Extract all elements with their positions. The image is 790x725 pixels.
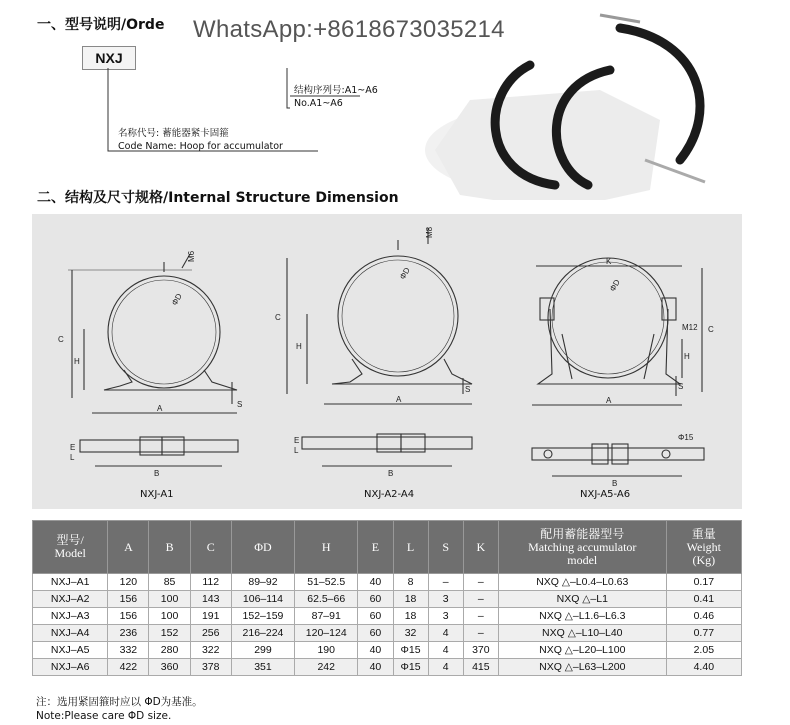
code-name-en: Code Name: Hoop for accumulator (118, 141, 283, 152)
svg-text:A: A (157, 404, 163, 413)
table-row (33, 608, 742, 625)
svg-text:A: A (606, 396, 612, 405)
table-cell: 87–91 (295, 608, 358, 625)
table-cell: NXQ △–L1.6–L6.3 (498, 608, 666, 625)
structure-drawings (32, 214, 742, 509)
svg-text:M12: M12 (682, 323, 698, 332)
table-cell: 3 (428, 591, 463, 608)
table-cell: 100 (149, 608, 190, 625)
table-cell: 51–52.5 (295, 574, 358, 591)
table-cell: 299 (231, 642, 294, 659)
table-header-row (33, 521, 742, 574)
table-cell: 152–159 (231, 608, 294, 625)
table-cell: 3 (428, 608, 463, 625)
table-cell: – (463, 574, 498, 591)
table-cell: NXQ △–L10–L40 (498, 625, 666, 642)
struct-seq-cn: 结构序列号:A1~A6 (294, 85, 378, 96)
svg-text:L: L (294, 446, 299, 455)
table-cell: 152 (149, 625, 190, 642)
table-header-cell: K (463, 521, 498, 574)
table-cell: 40 (358, 574, 393, 591)
table-cell: 120–124 (295, 625, 358, 642)
table-header-cell: B (149, 521, 190, 574)
svg-text:S: S (678, 382, 684, 391)
svg-text:H: H (684, 352, 690, 361)
table-header-cell: S (428, 521, 463, 574)
svg-text:L: L (70, 453, 75, 462)
drawing-a2 (287, 228, 472, 466)
table-cell: 256 (190, 625, 231, 642)
table-cell: 100 (149, 591, 190, 608)
code-name-cn: 名称代号: 蓄能器紧卡固箍 (118, 128, 229, 139)
table-cell: 143 (190, 591, 231, 608)
table-cell: 156 (108, 591, 149, 608)
table-cell: 280 (149, 642, 190, 659)
table-cell: 236 (108, 625, 149, 642)
table-cell: 112 (190, 574, 231, 591)
table-header-cell: 型号/ Model (33, 521, 108, 574)
table-row (33, 642, 742, 659)
table-cell: NXJ–A2 (33, 591, 108, 608)
drawing-a1 (68, 254, 238, 466)
table-cell: 422 (108, 659, 149, 676)
table-cell: NXJ–A3 (33, 608, 108, 625)
table-cell: 0.17 (666, 574, 741, 591)
table-cell: 40 (358, 642, 393, 659)
svg-text:M6: M6 (187, 250, 196, 262)
table-cell: 4 (428, 642, 463, 659)
table-cell: 4 (428, 625, 463, 642)
table-cell: 360 (149, 659, 190, 676)
drawing-a5 (532, 258, 704, 476)
table-cell: NXJ–A4 (33, 625, 108, 642)
table-cell: 0.46 (666, 608, 741, 625)
svg-text:S: S (465, 385, 471, 394)
table-cell: Φ15 (393, 659, 428, 676)
note-cn: 注：选用紧固箍时应以 ΦD为基准。 (36, 696, 203, 708)
caption-a1: NXJ-A1 (140, 489, 174, 500)
table-cell: 18 (393, 608, 428, 625)
table-cell: NXJ–A5 (33, 642, 108, 659)
table-cell: 378 (190, 659, 231, 676)
table-header-cell: C (190, 521, 231, 574)
table-cell: NXJ–A6 (33, 659, 108, 676)
table-header-cell: H (295, 521, 358, 574)
section2-title: 二、结构及尺寸规格/Internal Structure Dimension (37, 190, 399, 206)
svg-text:E: E (70, 443, 76, 452)
svg-text:A: A (396, 395, 402, 404)
table-cell: – (463, 608, 498, 625)
table-cell: 156 (108, 608, 149, 625)
table-cell: 85 (149, 574, 190, 591)
table-cell: 8 (393, 574, 428, 591)
svg-text:M8: M8 (425, 226, 434, 238)
table-cell: – (428, 574, 463, 591)
table-header-cell: 配用蓄能器型号 Matching accumulator model (498, 521, 666, 574)
svg-text:H: H (74, 357, 80, 366)
svg-text:ΦD: ΦD (607, 277, 622, 293)
svg-text:K: K (606, 257, 612, 266)
svg-text:C: C (58, 335, 64, 344)
table-header-cell: 重量 Weight (Kg) (666, 521, 741, 574)
table-cell: 415 (463, 659, 498, 676)
table-cell: 0.77 (666, 625, 741, 642)
svg-text:B: B (154, 469, 160, 478)
table-cell: 32 (393, 625, 428, 642)
table-cell: 190 (295, 642, 358, 659)
table-header-cell: A (108, 521, 149, 574)
hoop-product-photo (425, 15, 705, 200)
table-header-cell: E (358, 521, 393, 574)
table-cell: – (463, 591, 498, 608)
table-cell: 60 (358, 608, 393, 625)
table-cell: 191 (190, 608, 231, 625)
svg-text:S: S (237, 400, 243, 409)
table-cell: 0.41 (666, 591, 741, 608)
table-cell: 62.5–66 (295, 591, 358, 608)
table-cell: NXJ–A1 (33, 574, 108, 591)
caption-a5: NXJ-A5-A6 (580, 489, 631, 500)
table-cell: 120 (108, 574, 149, 591)
table-row (33, 574, 742, 591)
table-cell: 216–224 (231, 625, 294, 642)
note-en: Note:Please care ΦD size. (36, 710, 172, 722)
table-cell: 40 (358, 659, 393, 676)
table-cell: NXQ △–L0.4–L0.63 (498, 574, 666, 591)
svg-text:C: C (275, 313, 281, 322)
caption-a2: NXJ-A2-A4 (364, 489, 415, 500)
model-code-leader-lines (0, 0, 790, 200)
table-cell: 4 (428, 659, 463, 676)
svg-text:ΦD: ΦD (169, 291, 184, 307)
svg-text:C: C (708, 325, 714, 334)
section1-title: 一、型号说明/Orde (37, 17, 165, 33)
svg-text:B: B (612, 479, 618, 488)
table-cell: 106–114 (231, 591, 294, 608)
table-cell: NXQ △–L20–L100 (498, 642, 666, 659)
table-cell: 60 (358, 591, 393, 608)
table-cell: NXQ △–L1 (498, 591, 666, 608)
table-cell: 332 (108, 642, 149, 659)
svg-text:E: E (294, 436, 300, 445)
model-code-box: NXJ (82, 46, 136, 70)
table-row (33, 591, 742, 608)
table-row (33, 625, 742, 642)
table-cell: 2.05 (666, 642, 741, 659)
table-cell: 351 (231, 659, 294, 676)
spec-table (32, 520, 742, 676)
svg-text:H: H (296, 342, 302, 351)
table-cell: Φ15 (393, 642, 428, 659)
table-header-cell: ΦD (231, 521, 294, 574)
svg-text:ΦD: ΦD (397, 265, 412, 281)
struct-seq-en: No.A1~A6 (294, 98, 343, 109)
table-row (33, 659, 742, 676)
svg-text:B: B (388, 469, 394, 478)
svg-text:Φ15: Φ15 (678, 433, 694, 442)
table-cell: 242 (295, 659, 358, 676)
table-cell: – (463, 625, 498, 642)
table-cell: 4.40 (666, 659, 741, 676)
table-cell: 60 (358, 625, 393, 642)
whatsapp-watermark: WhatsApp:+8618673035214 (193, 16, 505, 43)
table-header-cell: L (393, 521, 428, 574)
table-cell: 322 (190, 642, 231, 659)
table-cell: 370 (463, 642, 498, 659)
table-cell: 18 (393, 591, 428, 608)
table-cell: 89–92 (231, 574, 294, 591)
table-cell: NXQ △–L63–L200 (498, 659, 666, 676)
